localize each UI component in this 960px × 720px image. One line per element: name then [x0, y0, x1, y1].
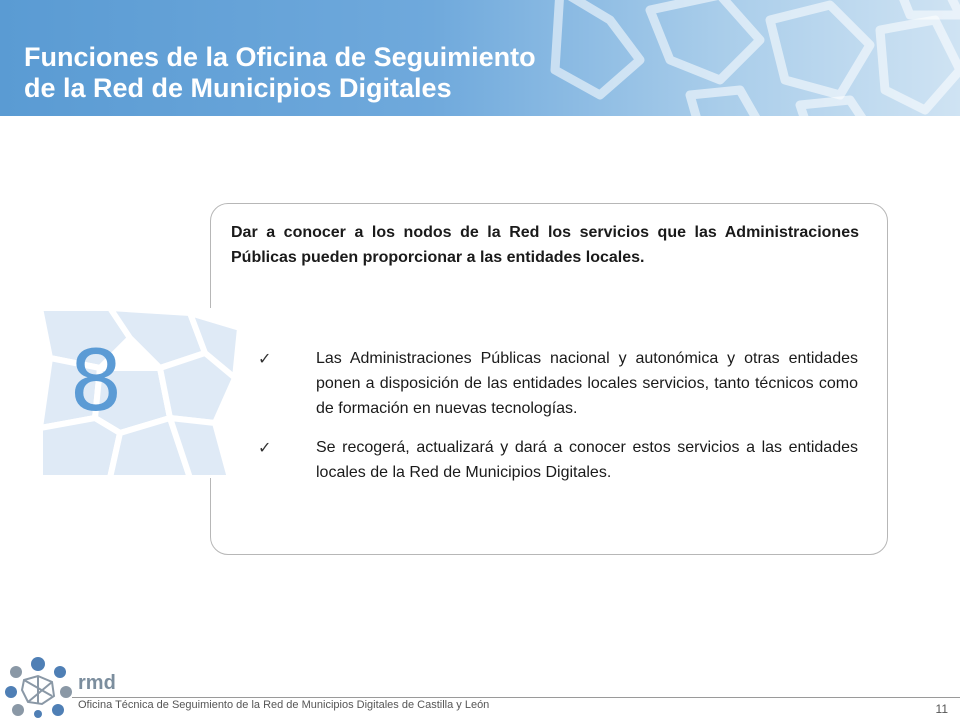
list-item-text: Se recogerá, actualizará y dará a conocer estos servicios a las entidades locales de la Red de Municipios Digitales. [316, 439, 858, 481]
list-item-text: Las Administraciones Públicas nacional y autonómica y otras entidades ponen a disposición de las entidades locales servicios, tanto técnicos como de formación en nuevas tecnologías. [316, 350, 858, 417]
page-number: 11 [935, 702, 948, 716]
checkmark-icon: ✓ [258, 349, 272, 368]
logo-wordmark: rmd [78, 672, 116, 694]
list-item [258, 346, 858, 421]
footer-caption: Oficina Técnica de Seguimiento de la Red de Municipios Digitales de Castilla y León [78, 699, 490, 711]
service-list [258, 346, 858, 499]
number-emblem [40, 308, 246, 478]
footer-divider [72, 697, 960, 698]
card-intro-text: Dar a conocer a los nodos de la Red los servicios que las Administraciones Públicas pueden proporcionar a las entidades locales. [231, 224, 859, 266]
rmd-logo-icon [4, 656, 74, 718]
list-item [258, 435, 858, 485]
title-line-2: de la Red de Municipios Digitales [24, 73, 452, 103]
checkmark-icon: ✓ [258, 438, 272, 457]
page-title [24, 42, 536, 104]
slide-header [0, 0, 960, 116]
emblem-number: 8 [69, 332, 123, 430]
emblem-network-graphic [40, 308, 246, 478]
title-line-1: Funciones de la Oficina de Seguimiento [24, 42, 536, 72]
